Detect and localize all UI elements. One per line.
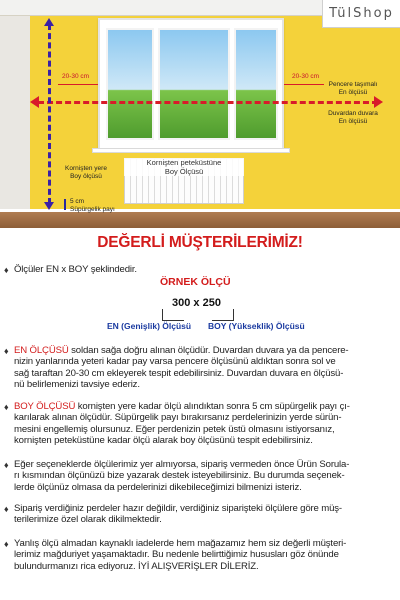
example-title: ÖRNEK ÖLÇÜ	[160, 276, 231, 288]
window-pane	[158, 28, 230, 140]
left-margin-label: 20-30 cm	[62, 73, 90, 80]
height-arrow-up-icon	[44, 18, 54, 26]
sweep-allowance-marker	[64, 199, 66, 210]
bullet-icon: ♦	[4, 460, 9, 470]
boy-pointer	[212, 309, 234, 321]
custom-size-paragraph: Eğer seçeneklerde ölçülerimiz yer almıyorsa, sipariş vermeden önce Ürün Sorula- rı kısmından ölçünüzü bize yazarak destek isteyebilirsiniz. Bu durumda seçenek- lerde ölçünüz olmasa da perdelerinizi dikebileceğimizi bilmenizi isteriz.	[14, 459, 350, 493]
window-pane	[234, 28, 278, 140]
made-to-order-paragraph: Sipariş verdiğiniz perdeler hazır değildir, verdiğiniz siparişteki ölçülere göre müş- terilerimize özel olarak dikilmektedir.	[14, 503, 342, 526]
page-title: DEĞERLİ MÜŞTERİLERİMİZ!	[97, 234, 303, 251]
side-wall	[0, 16, 30, 228]
example-en-label: EN (Genişlik) Ölçüsü	[107, 321, 192, 331]
curtain-measurement-illustration	[0, 0, 400, 228]
width-measure-highlight: EN ÖLÇÜSÜ	[14, 345, 69, 356]
width-arrow-right-icon	[374, 96, 383, 108]
height-measure-paragraph: BOY ÖLÇÜSÜ kornişten yere kadar ölçü alındıktan sonra 5 cm süpürgelik payı çı- karılarak alınan ölçüdür. Süpürgelik payı bırakırsanız perdelerinizin yerde sürün- mesini engellemiş olursunuz. Eğer perdenizin petek üstü olmasını istiyorsanız, kornişten peteküstüne kadar ölçü alarak boy ölçüsünü tespit edebilirsiniz.	[14, 401, 350, 447]
window-move-label: Pencere taşımalı En ölçüsü	[328, 81, 378, 96]
rod-to-radiator-label: Kornişten peteküstüne Boy Ölçüsü	[124, 158, 244, 176]
bullet-icon: ♦	[4, 265, 9, 275]
width-arrow-left-icon	[30, 96, 39, 108]
brand-logo: TülShop	[322, 0, 400, 28]
bullet-icon: ♦	[4, 504, 9, 514]
example-boy-label: BOY (Yükseklik) Ölçüsü	[208, 321, 305, 331]
bullet-icon: ♦	[4, 346, 9, 356]
window-pane	[106, 28, 154, 140]
example-formula: 300 x 250	[172, 297, 221, 309]
wooden-floor	[0, 212, 400, 228]
width-measure-paragraph: EN ÖLÇÜSÜ soldan sağa doğru alınan ölçüdür. Duvardan duvara ya da pencere- nizin yanlarında yeteri kadar pay varsa pencere ölçüsünü aldıktan sonra sol ve sağ taraftan 20-30 cm ekleyerek tespit edebilirsiniz. Duvardan duvara en ölçüsü- nü belirlemenizi tavsiye ederiz.	[14, 345, 349, 391]
intro-text: Ölçüler EN x BOY şeklindedir.	[14, 264, 137, 275]
height-arrow-down-icon	[44, 202, 54, 210]
returns-paragraph: Yanlış ölçü almadan kaynaklı iadelerde hem mağazamız hem siz değerli müşteri- lerimiz mağduriyet yaşamaktadır. Bu nedenle belirttiğimiz hususları göz önünde bulundurmanızı rica ediyoruz. İYİ ALIŞVERİŞLER DİLERİZ.	[14, 538, 347, 572]
bullet-icon: ♦	[4, 402, 9, 412]
bullet-icon: ♦	[4, 539, 9, 549]
left-margin-line	[58, 84, 98, 85]
window-sill	[92, 148, 290, 153]
en-pointer	[162, 309, 184, 321]
height-measure-line	[48, 24, 51, 204]
right-margin-label: 20-30 cm	[292, 73, 320, 80]
rod-to-floor-label: Kornişten yere Boy ölçüsü	[65, 165, 107, 180]
sweep-allowance-label: 5 cm Süpürgelik payı	[70, 198, 115, 213]
height-measure-highlight: BOY ÖLÇÜSÜ	[14, 401, 76, 412]
window	[98, 18, 284, 150]
width-measure-line	[38, 101, 378, 104]
wall-to-wall-label: Duvardan duvara En ölçüsü	[328, 110, 378, 125]
